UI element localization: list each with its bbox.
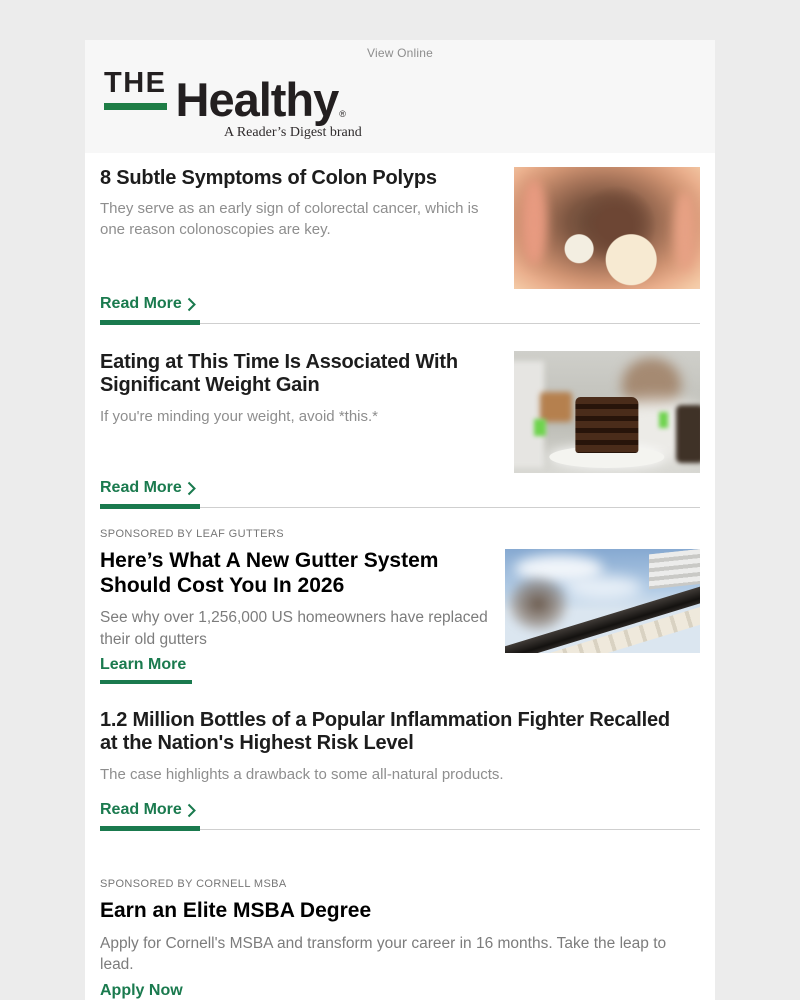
read-more-link[interactable] [100,801,700,819]
sponsored-title[interactable]: Here’s What A New Gutter System Should Cost You In 2026 [100,549,439,597]
read-more-link[interactable] [100,295,700,313]
read-more-label: Read More [100,801,182,819]
divider-green-accent [100,320,200,325]
article-colon-polyps [100,167,700,324]
learn-more-underline [100,680,192,684]
gutter-house-photo[interactable] [505,549,700,653]
email-body [85,40,715,1000]
chevron-right-icon [187,481,196,496]
article-description: They serve as an early sign of colorectal cancer, which is one reason colonoscopies are key. [100,200,479,239]
section-divider [100,829,700,830]
chocolate-cake-slice [575,397,638,453]
article-description: The case highlights a drawback to some all-natural products. [100,765,504,783]
logo-green-underline [104,103,167,110]
divider-green-accent [100,504,200,509]
sponsored-title[interactable]: Earn an Elite MSBA Degree [100,899,372,923]
article-title[interactable]: 1.2 Million Bottles of a Popular Inflammation Fighter Recalled at the Nation's Highest Risk Level [100,708,670,755]
fridge-cake-photo[interactable] [514,351,700,473]
content-area [85,167,715,1000]
fridge-green-accent [659,412,668,428]
apply-now-link[interactable] [100,982,686,1000]
read-more-label: Read More [100,479,182,496]
bare-tree [505,574,571,634]
section-divider [100,323,700,324]
apply-now-label: Apply Now [100,981,183,999]
colonoscopy-photo[interactable] [514,167,700,289]
article-supplement-recall [100,709,700,830]
logo-the-block [104,69,167,110]
house-siding [649,549,700,590]
learn-more-link[interactable] [100,656,491,674]
read-more-link[interactable] [100,479,700,497]
newsletter-header [85,40,715,153]
article-title[interactable]: Eating at This Time Is Associated With Significant Weight Gain [100,351,458,397]
view-online-link[interactable]: View Online [366,46,433,60]
logo-healthy-text: Healthy [175,73,339,126]
sponsored-label: SPONSORED BY LEAF GUTTERS [100,528,285,540]
tissue-highlight [521,179,547,264]
sponsored-description: Apply for Cornell's MSBA and transform your career in 16 months. Take the leap to lead. [100,934,667,974]
chevron-right-icon [187,803,196,818]
fridge-food-item [540,392,572,421]
chevron-right-icon [187,297,196,312]
cloud [564,576,642,599]
article-description: If you're minding your weight, avoid *this.* [100,407,379,425]
sponsored-leaf-gutters [100,528,700,684]
sponsored-label: SPONSORED BY CORNELL MSBA [100,878,287,891]
sponsored-cornell-msba [100,878,700,999]
the-healthy-logo[interactable] [85,69,715,141]
sponsored-description: See why over 1,256,000 US homeowners have replaced their old gutters [100,609,488,648]
logo-tagline: A Reader’s Digest brand [224,125,362,140]
fridge-jar [676,405,700,464]
tissue-highlight [674,191,696,270]
read-more-label: Read More [100,295,182,312]
section-divider [100,507,700,508]
brick-wall [587,613,700,653]
divider-green-accent [100,826,200,831]
learn-more-label: Learn More [100,655,187,673]
fridge-green-accent [534,419,545,436]
article-title[interactable]: 8 Subtle Symptoms of Colon Polyps [100,167,437,189]
registered-trademark-symbol: ® [339,109,346,119]
logo-the-text: THE [104,67,167,99]
article-weight-gain [100,351,700,508]
